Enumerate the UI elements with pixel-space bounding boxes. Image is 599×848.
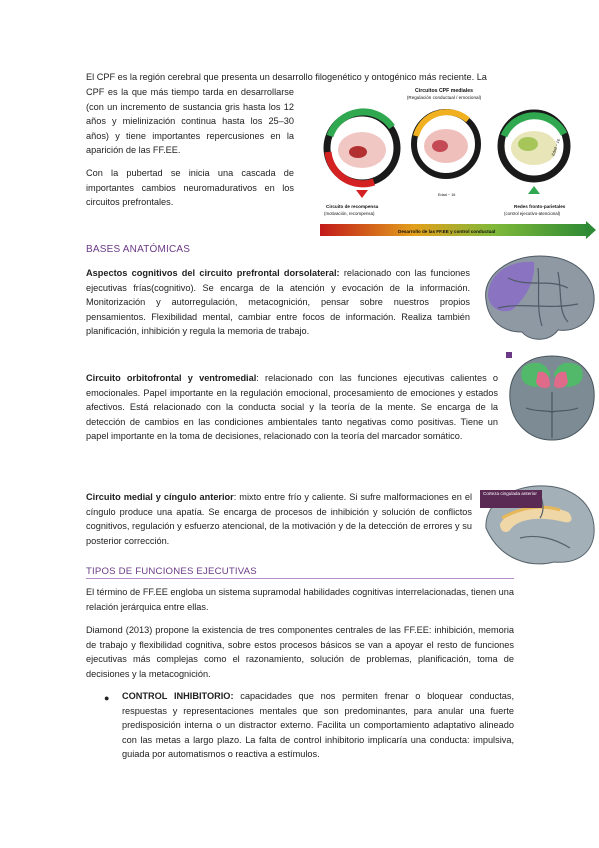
cpf-circuits-figure: [318, 82, 596, 242]
figure-subtitle: (Regulación conductual / emocional): [406, 95, 482, 100]
control-inhibitorio-text: capacidades que nos permiten frenar o bloquear conductas, respuestas y representaciones mentales que son predominantes, para anular una fuerte predisposición interna o un distractor externo. Facilita un comportamiento adaptativo alineado con las metas a largo plazo. La falta de control inhibitorio implicaría una conducta: impulsiva, guiada por automatismos o reactiva a estímulos.: [122, 691, 515, 760]
age-label-left: Edad ~ 14: [348, 122, 367, 127]
figure-title: Circuitos CPF mediales: [415, 88, 473, 94]
cingulate-brain-image: [480, 478, 598, 570]
orbitofrontal-title: Circuito orbitofrontal y ventromedial: [86, 373, 257, 383]
medial-region-icon: [432, 140, 448, 152]
dorsolateral-brain-image: [478, 248, 598, 346]
puberty-paragraph: Con la pubertad se inicia una cascada de importantes cambios neuromadurativos en los circuitos prefrontales.: [86, 168, 294, 208]
orbitofrontal-brain-image: [506, 352, 598, 442]
up-arrow-icon: [528, 186, 540, 194]
left-caption-line2: (motivación, recompensa): [324, 211, 375, 216]
cpf-circuits-diagram: [318, 82, 596, 242]
orbitofrontal-text: : relacionado con las funciones ejecutivas calientes o emocionales. Papel importante en la regulación emocional, procesamiento de emociones y estados afectivos. Está relacionado con la conducta social y la teoría de la mente. Se encarga de la detección de cambios en las condiciones ambientales tanto negativas como positivas. Tiene un papel importante en la toma de decisiones, relacionado con la teoría del marcador somático.: [86, 373, 498, 442]
cingulate-title: Circuito medial y cíngulo anterior: [86, 492, 234, 502]
intro-line: El CPF es la región cerebral que presenta un desarrollo filogenético y ontogénico más reciente. La: [86, 72, 487, 82]
right-caption-line1: Redes fronto-parietales: [514, 204, 566, 209]
reward-region-icon: [349, 146, 367, 158]
orbitofrontal-paragraph: [86, 371, 498, 444]
right-caption-line2: (control ejecutivo-atencional): [504, 211, 561, 216]
dorsolateral-text: relacionado con las funciones ejecutivas frías(cognitivo). Se encarga de la atención y evocación de la información. Monitorización y autorregulación, metacognición, pensar sobre nuestros propios pensamientos. Flexibilidad mental, cambiar entre focos de información. Realiza también planificación, inhibición y regula la memoria de trabajo.: [86, 268, 470, 337]
section-heading-bases: BASES ANATÓMICAS: [86, 244, 191, 255]
down-arrow-icon: [356, 190, 368, 198]
left-caption-line1: Circuito de recompensa: [326, 204, 379, 209]
intro-paragraph: CPF es la que más tiempo tarda en desarrollarse (con un incremento de sustancia gris hasta los 12 años y mielinización continua hasta los 25–30 años) y tiene importantes repercusiones en la aparición de las FF.EE.: [86, 87, 294, 156]
dorsolateral-title: Aspectos cognitivos del circuito prefrontal dorsolateral:: [86, 268, 340, 278]
age-label-right: Edad ~ 16: [551, 138, 561, 157]
cingulate-text: : mixto entre frío y caliente. Si sufre malformaciones en el cíngulo produce una apatía. Se encarga de procesos de inhibición y solución de conflictos cognitivos, regulación y esfuerzo atencional, de la motivación y de la detección de errores y su posterior corrección.: [86, 492, 472, 546]
frontoparietal-region-icon: [518, 137, 538, 151]
control-inhibitorio-title: CONTROL INHIBITORIO:: [122, 691, 234, 701]
dorsolateral-paragraph: [86, 266, 470, 339]
section-divider: [86, 578, 514, 579]
bullet-icon: ●: [104, 693, 110, 703]
tipos-paragraph-1: El término de FF.EE engloba un sistema supramodal habilidades cognitivas interrelacionadas, tienen una relación jerárquica entre ellas.: [86, 587, 514, 612]
cingulate-paragraph: [86, 490, 472, 548]
control-inhibitorio-item: [122, 689, 514, 762]
cingulate-label: Corteza cingulada anterior: [483, 491, 537, 496]
age-label-mid: Edad ~ 16: [438, 193, 456, 197]
section-heading-tipos: TIPOS DE FUNCIONES EJECUTIVAS: [86, 566, 257, 577]
tipos-paragraph-2: Diamond (2013) propone la existencia de tres componentes centrales de las FF.EE: inhibición, memoria de trabajo y flexibilidad cognitiva, sobre estos procesos básicos se van a apoyar el resto de funciones ejecutivas más complejas como el razonamiento, solución de problemas, planificación, toma de decisiones y la metacognición.: [86, 625, 514, 679]
development-arrow-icon: [586, 221, 596, 239]
development-bar-label: Desarrollo de las FF.EE y control conductual: [398, 229, 496, 234]
